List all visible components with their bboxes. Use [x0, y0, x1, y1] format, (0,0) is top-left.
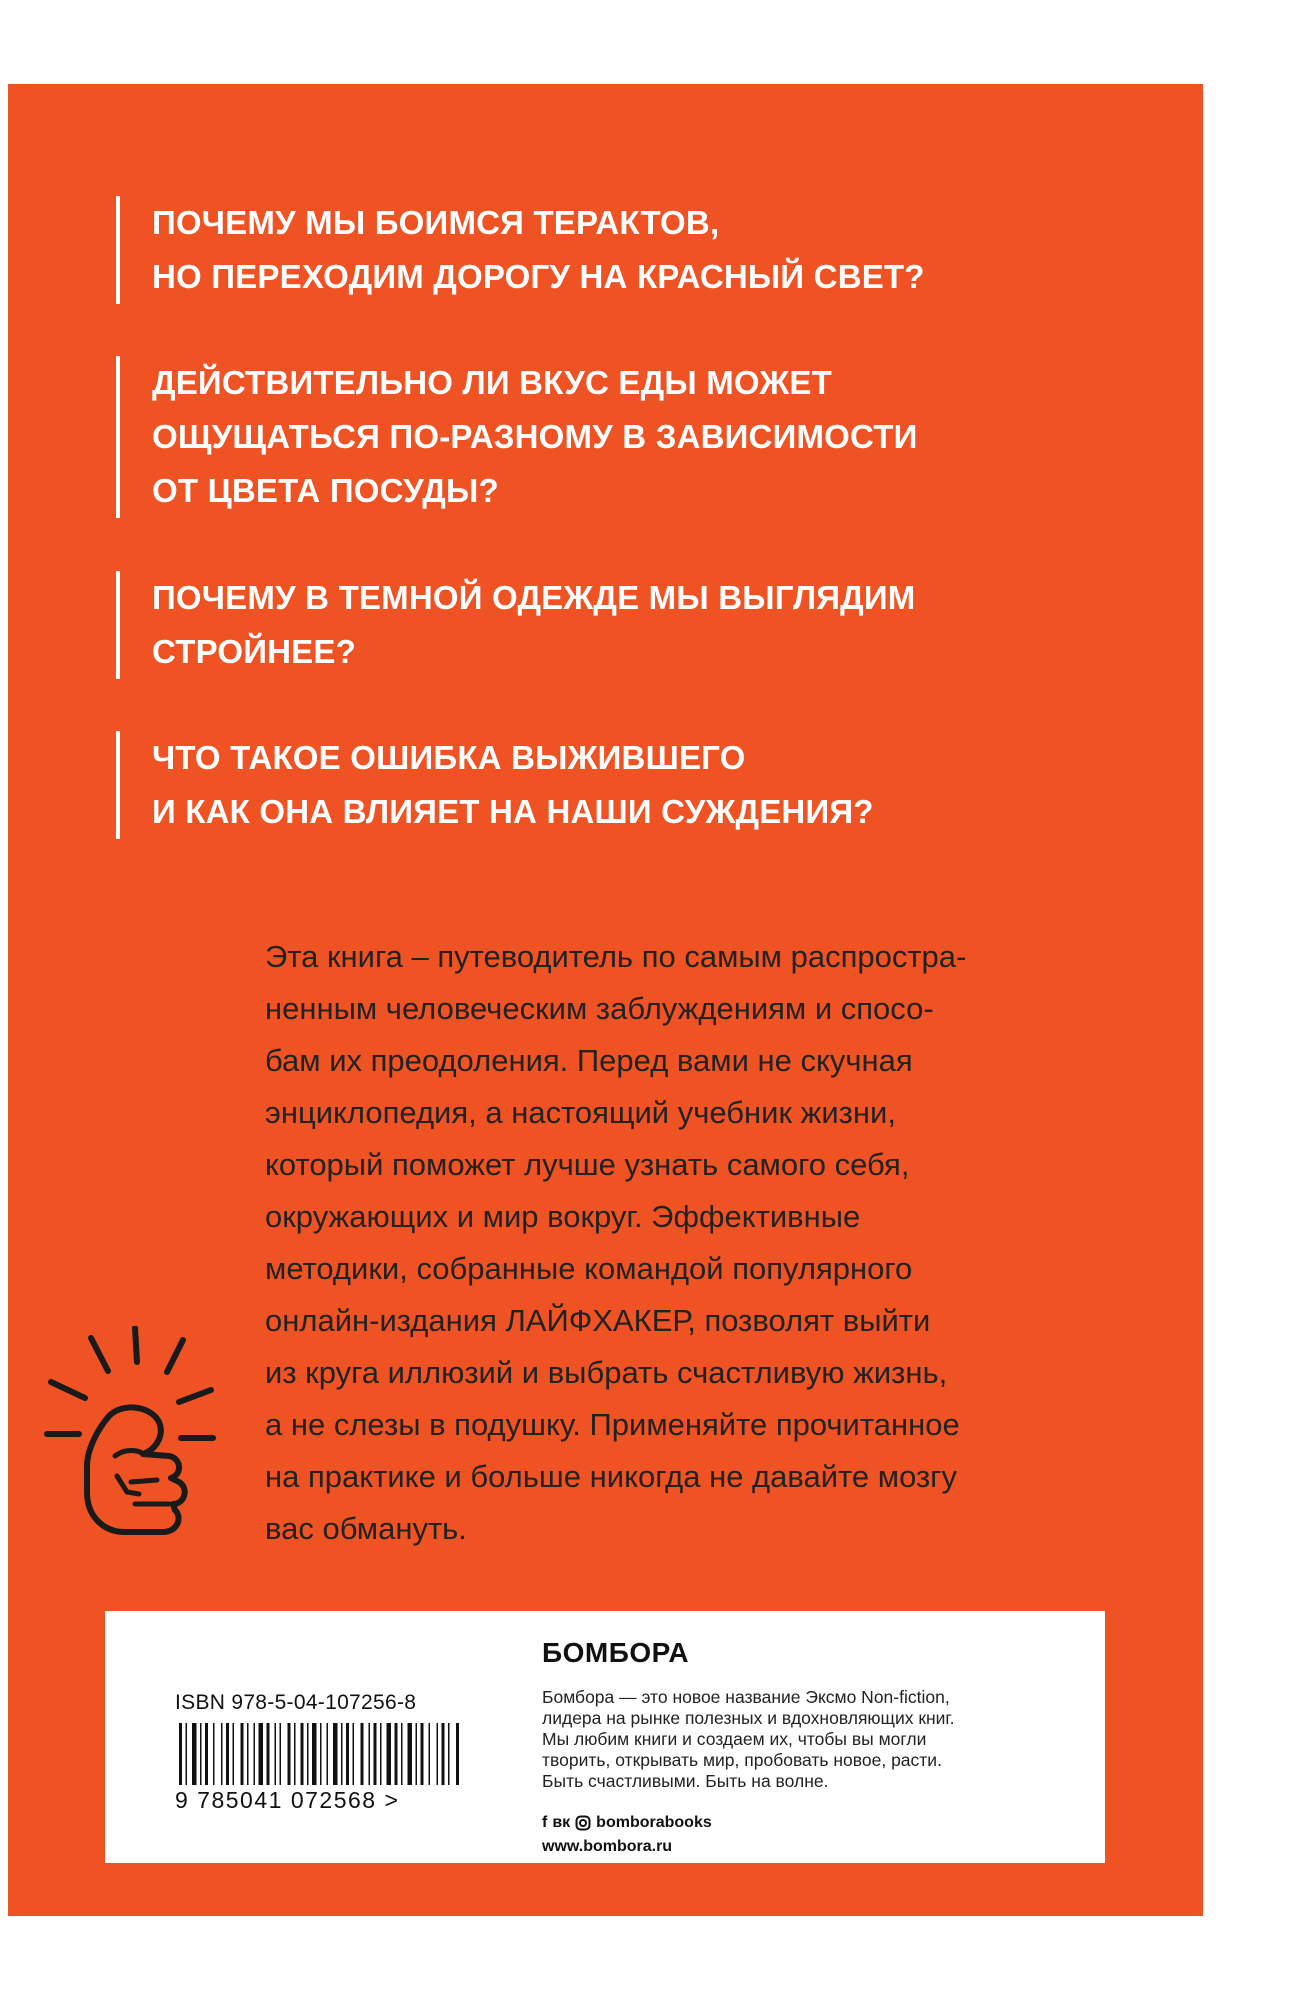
facebook-icon[interactable]: f: [542, 1814, 548, 1831]
book-description: Эта книга – путеводитель по самым распростра- ненным человеческим заблуждениям и спосо- бам их преодоления. Перед вами не скучная энциклопедия, а настоящий учебник жизни, который поможет лучше узнать самого себя, окружающих и мир вокруг. Эффективные методики, собранные командой популярного онлайн-издания ЛАЙФХАКЕР, позволят выйти из круга иллюзий и выбрать счастливую жизнь, а не слезы в подушку. Применяйте прочитанное на практике и больше никогда не давайте мозгу вас обмануть.: [265, 939, 967, 1546]
publisher-block: [542, 1637, 1082, 1856]
website-link[interactable]: www.bombora.ru: [542, 1838, 673, 1855]
question-1: ПОЧЕМУ МЫ БОИМСЯ ТЕРАКТОВ, НО ПЕРЕХОДИМ ДОРОГУ НА КРАСНЫЙ СВЕТ?: [116, 196, 925, 304]
barcode-block: [175, 1691, 475, 1814]
question-2: ДЕЙСТВИТЕЛЬНО ЛИ ВКУС ЕДЫ МОЖЕТ ОЩУЩАТЬСЯ ПО-РАЗНОМУ В ЗАВИСИМОСТИ ОТ ЦВЕТА ПОСУДЫ?: [116, 356, 918, 518]
barcode: [175, 1723, 463, 1785]
isbn: ISBN 978-5-04-107256-8: [175, 1691, 417, 1714]
social-handle[interactable]: bomborabooks: [596, 1814, 712, 1831]
snapping-hand-icon: [43, 1326, 218, 1551]
vk-icon[interactable]: вк: [552, 1814, 571, 1831]
question-4: ЧТО ТАКОЕ ОШИБКА ВЫЖИВШЕГО И КАК ОНА ВЛИЯЕТ НА НАШИ СУЖДЕНИЯ?: [116, 731, 874, 839]
publisher-name: БОМБОРА: [542, 1637, 690, 1668]
publisher-about: Бомбора — это новое название Эксмо Non-fiction, лидера на рынке полезных и вдохновляющих книг. Мы любим книги и создаем их, чтобы вы могли творить, открывать мир, пробовать новое, расти. Быть счастливыми. Быть на волне.: [542, 1687, 955, 1791]
barcode-digits: 9 785041 072568 >: [175, 1787, 400, 1813]
instagram-icon[interactable]: [575, 1815, 591, 1831]
social-links: [542, 1814, 1082, 1832]
book-back-cover: [8, 84, 1203, 1916]
publisher-info-box: [105, 1611, 1105, 1863]
question-3: ПОЧЕМУ В ТЕМНОЙ ОДЕЖДЕ МЫ ВЫГЛЯДИМ СТРОЙНЕЕ?: [116, 571, 915, 679]
